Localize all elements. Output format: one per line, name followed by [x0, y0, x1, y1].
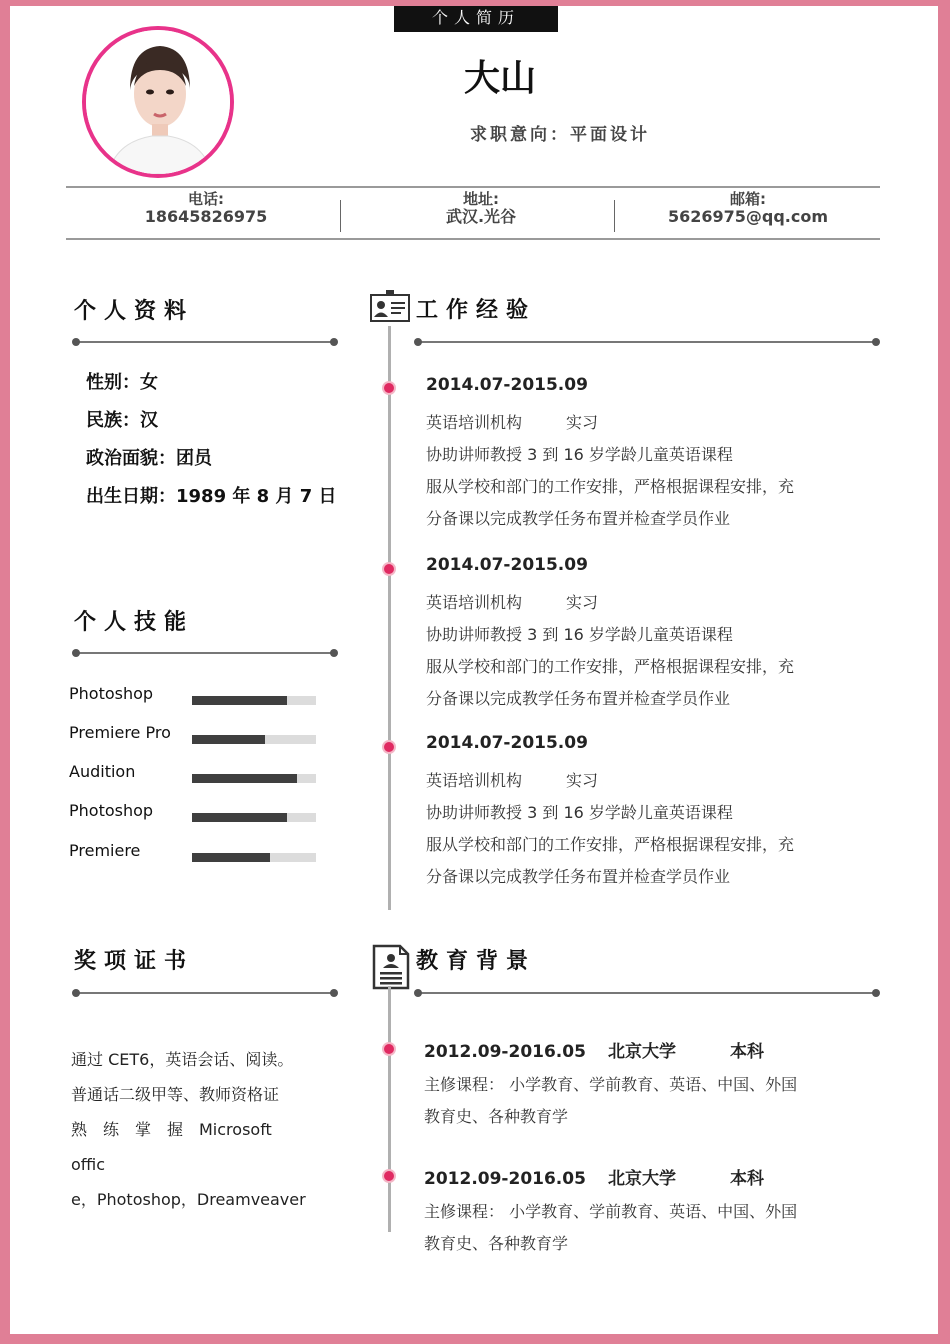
work-role: 实习 [566, 593, 599, 612]
work-entry [426, 375, 866, 535]
education-course: 教育史、各种教育学 [424, 1234, 569, 1253]
skill-bar-fill [192, 853, 270, 862]
phone-label: 电话: [188, 190, 224, 208]
education-course: 主修课程： 小学教育、学前教育、英语、中国、外国 [424, 1202, 798, 1221]
award-line: 通过 CET6，英语会话、阅读。 [71, 1050, 294, 1069]
timeline-dot [382, 1042, 396, 1056]
work-desc: 协助讲师教授 3 到 16 岁学龄儿童英语课程 [426, 445, 733, 464]
skill-row [69, 723, 329, 747]
education-header [424, 1037, 864, 1069]
section-rule [418, 341, 876, 343]
contact-divider [340, 200, 341, 232]
info-political: 政治面貌：团员 [86, 448, 212, 469]
education-degree: 本科 [730, 1042, 764, 1062]
work-desc: 协助讲师教授 3 到 16 岁学龄儿童英语课程 [426, 625, 733, 644]
email-value: 5626975@qq.com [667, 207, 829, 226]
skill-bar-fill [192, 735, 265, 744]
skill-bar [192, 696, 316, 705]
resume-page [10, 6, 938, 1334]
education-degree: 本科 [730, 1169, 764, 1189]
work-org-line [426, 407, 866, 439]
profile-photo [82, 26, 234, 178]
section-title-work: 工作经验 [416, 298, 537, 323]
work-entry [426, 555, 866, 715]
skill-bar [192, 774, 316, 783]
education-school: 北京大学 [608, 1042, 676, 1062]
education-course: 教育史、各种教育学 [424, 1107, 569, 1126]
work-entry [426, 733, 866, 893]
education-entry [424, 1164, 864, 1260]
skill-row [69, 684, 329, 708]
resume-document-icon [372, 944, 410, 994]
resume-tag: 个人简历 [394, 6, 558, 32]
skill-name: Audition [69, 762, 136, 781]
awards-text [71, 1042, 331, 1217]
education-school: 北京大学 [608, 1169, 676, 1189]
skill-bar-fill [192, 774, 297, 783]
work-org-line [426, 587, 866, 619]
work-desc: 服从学校和部门的工作安排，严格根据课程安排，充 [426, 835, 795, 854]
skill-row [69, 762, 329, 786]
info-gender: 性别：女 [86, 372, 158, 393]
section-title-education: 教育背景 [416, 949, 537, 974]
personal-info-list [86, 364, 336, 516]
skill-name: Photoshop [69, 801, 154, 820]
award-line: 熟 练 掌 握 Microsoft [71, 1120, 272, 1139]
info-birthdate: 出生日期：1989 年 8 月 7 日 [86, 486, 337, 507]
skill-bar [192, 813, 316, 822]
section-rule [76, 992, 334, 994]
award-line: offic [71, 1155, 106, 1174]
work-desc: 服从学校和部门的工作安排，严格根据课程安排，充 [426, 477, 795, 496]
skill-bar [192, 853, 316, 862]
education-course: 主修课程： 小学教育、学前教育、英语、中国、外国 [424, 1075, 798, 1094]
id-card-icon [370, 290, 410, 326]
work-date: 2014.07-2015.09 [426, 733, 588, 753]
award-line: 普通话二级甲等、教师资格证 [71, 1085, 280, 1104]
section-title-awards: 奖项证书 [74, 949, 195, 974]
skill-name: Premiere Pro [69, 723, 171, 742]
timeline-dot [382, 1169, 396, 1183]
work-date: 2014.07-2015.09 [426, 375, 588, 395]
contact-divider [614, 200, 615, 232]
skill-name: Photoshop [69, 684, 154, 703]
work-date: 2014.07-2015.09 [426, 555, 588, 575]
timeline-dot [382, 381, 396, 395]
skill-row [69, 841, 329, 865]
education-header [424, 1164, 864, 1196]
address-label: 地址: [463, 190, 499, 208]
section-rule [418, 992, 876, 994]
skill-bar [192, 735, 316, 744]
work-org: 英语培训机构 [426, 593, 523, 612]
phone-value: 18645826975 [144, 207, 268, 226]
candidate-name: 大山 [463, 58, 536, 99]
education-timeline [388, 986, 391, 1232]
work-org: 英语培训机构 [426, 771, 523, 790]
work-desc: 分备课以完成教学任务布置并检查学员作业 [426, 867, 731, 886]
phone-block [96, 191, 316, 225]
email-label: 邮箱: [730, 190, 766, 208]
timeline-dot [382, 562, 396, 576]
work-org-line [426, 765, 866, 797]
job-intent: 求职意向：平面设计 [470, 125, 650, 145]
work-desc: 服从学校和部门的工作安排，严格根据课程安排，充 [426, 657, 795, 676]
timeline-dot [382, 740, 396, 754]
skill-bar-fill [192, 696, 287, 705]
email-block [638, 191, 858, 225]
education-entry [424, 1037, 864, 1133]
skill-row [69, 801, 329, 825]
work-timeline [388, 326, 391, 910]
skill-name: Premiere [69, 841, 141, 860]
work-desc: 分备课以完成教学任务布置并检查学员作业 [426, 689, 731, 708]
contact-bar [66, 186, 880, 240]
section-title-personal: 个人资料 [74, 299, 195, 324]
work-desc: 分备课以完成教学任务布置并检查学员作业 [426, 509, 731, 528]
skill-bar-fill [192, 813, 287, 822]
address-block [371, 191, 591, 225]
education-date: 2012.09-2016.05 [424, 1169, 586, 1189]
education-date: 2012.09-2016.05 [424, 1042, 586, 1062]
work-desc: 协助讲师教授 3 到 16 岁学龄儿童英语课程 [426, 803, 733, 822]
work-org: 英语培训机构 [426, 413, 523, 432]
info-ethnicity: 民族：汉 [86, 410, 158, 431]
award-line: e，Photoshop，Dreamveaver [71, 1190, 306, 1209]
section-rule [76, 652, 334, 654]
work-role: 实习 [566, 771, 599, 790]
work-role: 实习 [566, 413, 599, 432]
section-title-skills: 个人技能 [74, 610, 195, 635]
section-rule [76, 341, 334, 343]
address-value: 武汉.光谷 [445, 207, 517, 226]
